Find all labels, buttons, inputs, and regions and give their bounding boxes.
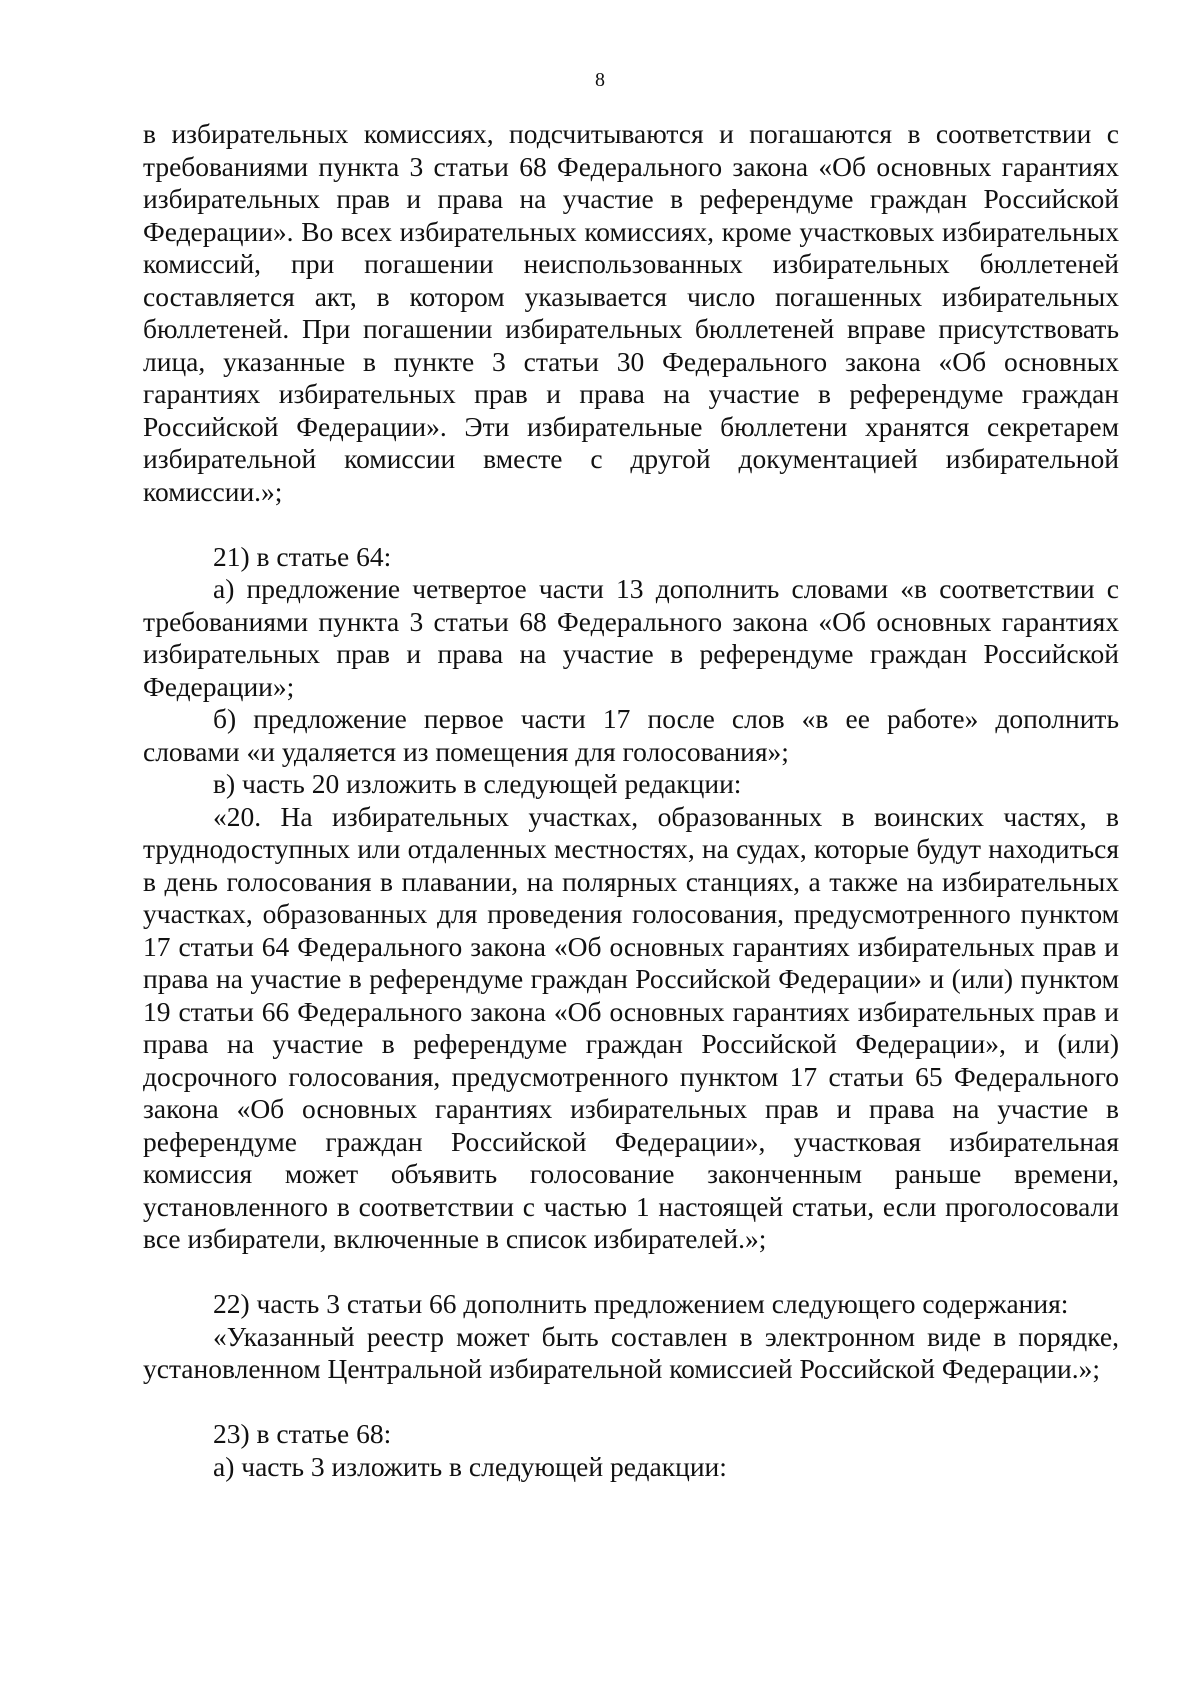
paragraph-item-22-text: «Указанный реестр может быть составлен в электронном виде в порядке, установленном Центральной избирательной комиссией Российской Федерации.»; [143,1320,1119,1384]
paragraph-item-21-a: а) предложение четвертое части 13 дополнить словами «в соответствии с требованиями пункта 3 статьи 68 Федерального закона «Об основных гарантиях избирательных прав и права на участие в референдуме граждан Российской Федерации»; [143,573,1119,702]
paragraph-item-21: 21) в статье 64: [213,540,392,572]
paragraph-item-22: 22) часть 3 статьи 66 дополнить предложением следующего содержания: [213,1288,1069,1319]
paragraph-item-21-v: в) часть 20 изложить в следующей редакции: [213,768,742,799]
paragraph-part-20-text: «20. На избирательных участках, образованных в воинских частях, в труднодоступных или отдаленных местностях, на судах, которые будут находиться в день голосования в плавании, на полярных станциях, а также на избирательных участках, образованных для проведения голосования, предусмотренного пунктом 17 статьи 64 Федерального закона «Об основных гарантиях избирательных прав и права на участие в референдуме граждан Российской Федерации» и (или) пунктом 19 статьи 66 Федерального закона «Об основных гарантиях избирательных прав и права на участие в референдуме граждан Российской Федерации», и (или) досрочного голосования, предусмотренного пунктом 17 статьи 65 Федерального закона «Об основных гарантиях избирательных прав и права на участие в референдуме граждан Российской Федерации», участковая избирательная комиссия может объявить голосование законченным раньше времени, установленного в соответствии с частью 1 настоящей статьи, если проголосовали все избиратели, включенные в список избирателей.»; [143,800,1119,1254]
paragraph-item-23: 23) в статье 68: [213,1418,392,1449]
paragraph-ballot-cancellation: в избирательных комиссиях, подсчитываются и погашаются в соответствии с требованиями пункта 3 статьи 68 Федерального закона «Об основных гарантиях избирательных прав и права на участие в референдуме граждан Российской Федерации». Во всех избирательных комиссиях, кроме участковых избирательных комиссий, при погашении неиспользованных избирательных бюллетеней составляется акт, в котором указывается число погашенных избирательных бюллетеней. При погашении избирательных бюллетеней вправе присутствовать лица, указанные в пункте 3 статьи 30 Федерального закона «Об основных гарантиях избирательных прав и права на участие в референдуме граждан Российской Федерации». Эти избирательные бюллетени хранятся секретарем избирательной комиссии вместе с другой документацией избирательной комиссии.»; [143,118,1119,507]
document-body [143,118,1119,1483]
paragraph-item-23-a: а) часть 3 изложить в следующей редакции: [213,1450,727,1482]
paragraph-item-21-b: б) предложение первое части 17 после слов «в ее работе» дополнить словами «и удаляется из помещения для голосования»; [143,703,1119,767]
page-number: 8 [595,69,605,91]
